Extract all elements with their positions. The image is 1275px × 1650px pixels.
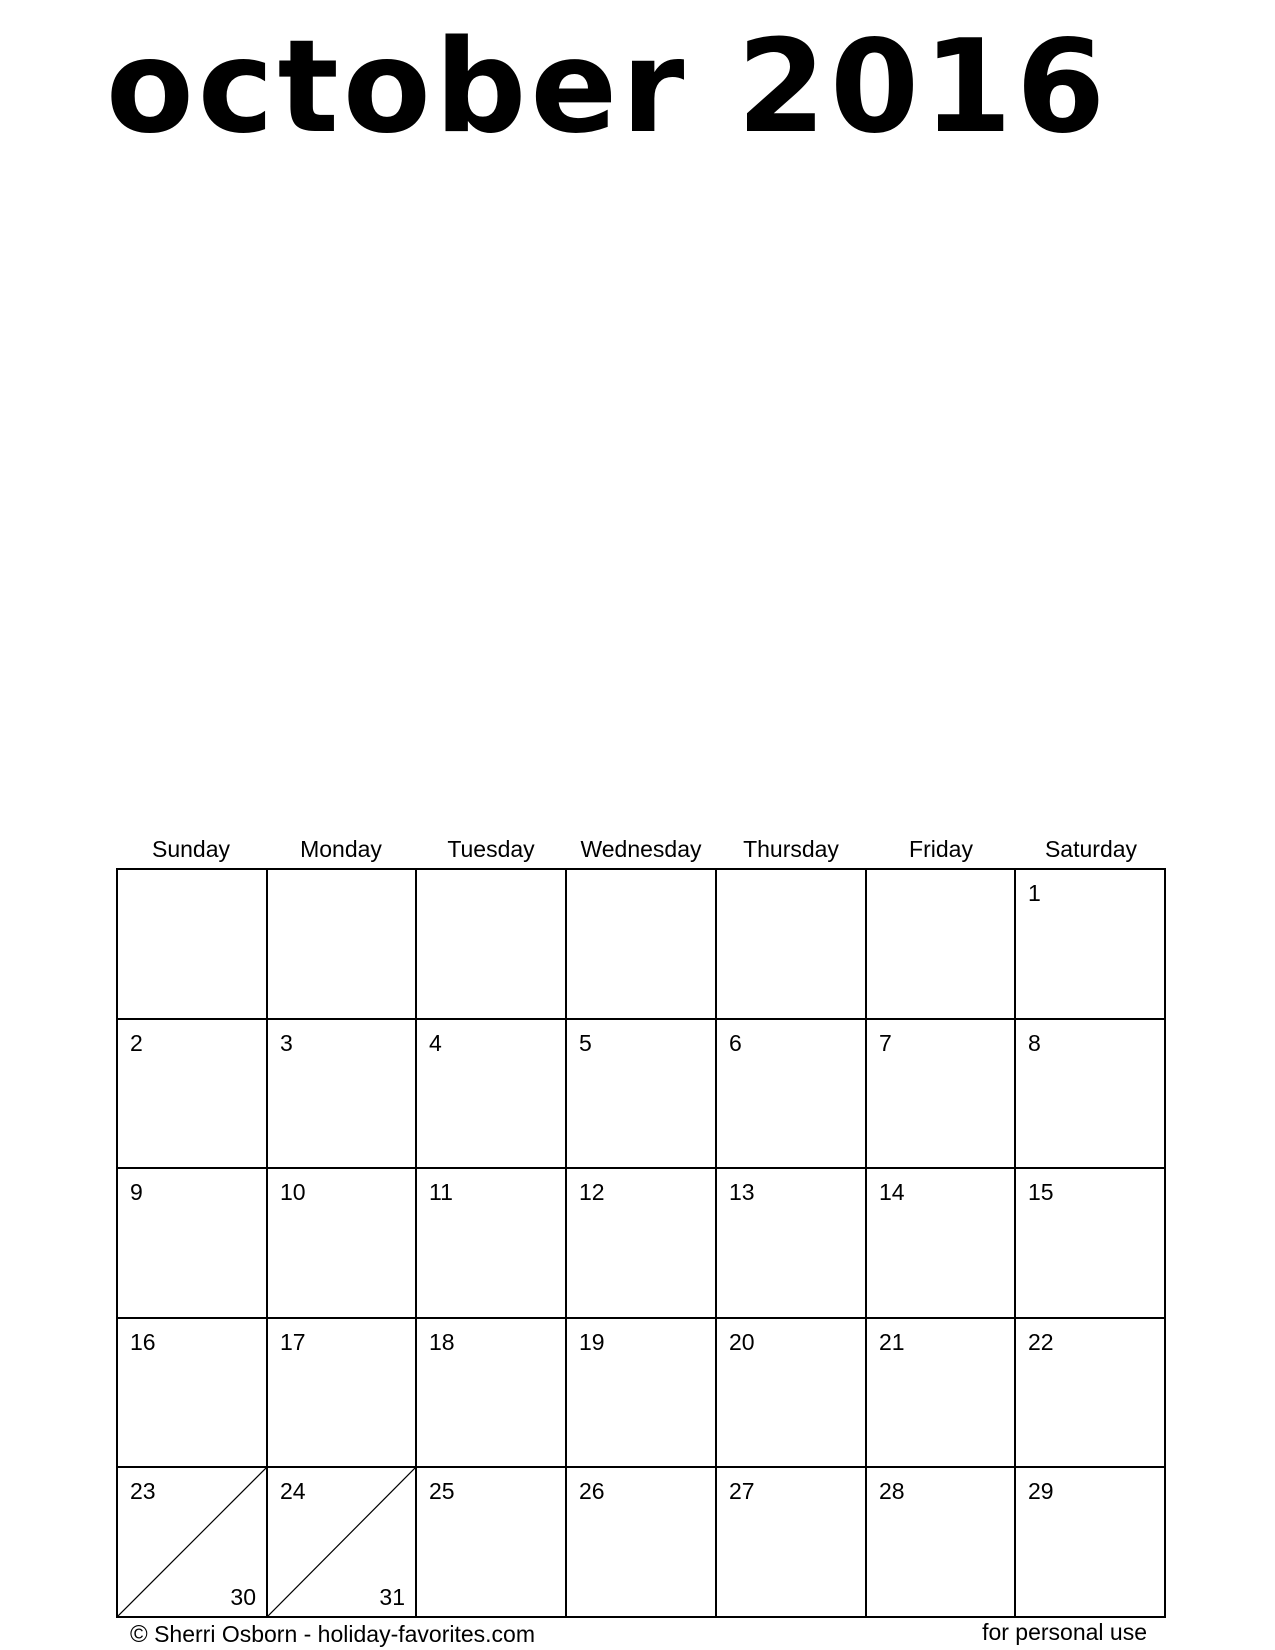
day-cell	[567, 1319, 717, 1468]
day-cell	[1016, 1319, 1166, 1468]
day-cell	[717, 1169, 867, 1319]
day-cell	[118, 1468, 268, 1618]
weekday-label: Sunday	[151, 836, 230, 862]
weekday-label: Thursday	[743, 836, 839, 862]
day-number: 7	[879, 1030, 892, 1056]
day-cell	[118, 1319, 268, 1468]
day-cell	[268, 1020, 417, 1169]
day-number: 1	[1028, 880, 1041, 906]
day-cell	[417, 1468, 567, 1618]
weekday-label: Wednesday	[580, 836, 702, 862]
calendar-grid	[116, 868, 1166, 1618]
day-number: 5	[579, 1030, 592, 1056]
day-cell	[867, 1468, 1016, 1618]
day-number: 24	[280, 1478, 306, 1504]
day-cell	[417, 1319, 567, 1468]
day-cell	[567, 1169, 717, 1319]
day-cell	[717, 870, 867, 1020]
day-number: 28	[879, 1478, 905, 1504]
day-number: 25	[429, 1478, 455, 1504]
day-cell	[118, 1020, 268, 1169]
day-number: 16	[130, 1329, 156, 1355]
day-cell	[867, 870, 1016, 1020]
weekday-label: Saturday	[1044, 836, 1138, 862]
day-number: 17	[280, 1329, 306, 1355]
day-cell	[717, 1020, 867, 1169]
footer-usage: for personal use	[982, 1619, 1147, 1645]
day-number: 21	[879, 1329, 905, 1355]
day-cell	[1016, 1468, 1166, 1618]
day-cell	[867, 1319, 1016, 1468]
day-number: 15	[1028, 1179, 1054, 1205]
day-cell	[567, 870, 717, 1020]
copyright-icon: ©	[130, 1621, 148, 1648]
day-number: 14	[879, 1179, 905, 1205]
weekday-label: Tuesday	[447, 836, 535, 862]
day-number: 18	[429, 1329, 455, 1355]
weekday-label: Monday	[300, 836, 382, 862]
day-cell	[717, 1468, 867, 1618]
day-cell	[417, 1169, 567, 1319]
day-cell	[1016, 1020, 1166, 1169]
day-number: 2	[130, 1030, 143, 1056]
day-cell	[118, 1169, 268, 1319]
split-day-number: 31	[379, 1584, 405, 1610]
day-number: 3	[280, 1030, 293, 1056]
day-number: 11	[429, 1179, 453, 1205]
weekday-header-row	[116, 832, 1166, 866]
day-number: 9	[130, 1179, 143, 1205]
day-cell	[268, 870, 417, 1020]
footer-credit-text: Sherri Osborn - holiday-favorites.com	[154, 1621, 535, 1647]
day-number: 20	[729, 1329, 755, 1355]
day-cell	[717, 1319, 867, 1468]
day-cell	[1016, 870, 1166, 1020]
day-cell	[268, 1468, 417, 1618]
day-number: 22	[1028, 1329, 1054, 1355]
day-number: 10	[280, 1179, 306, 1205]
day-cell	[567, 1020, 717, 1169]
day-number: 19	[579, 1329, 605, 1355]
page-title: october 2016	[105, 13, 1110, 162]
day-number: 6	[729, 1030, 742, 1056]
footer-credit	[130, 1620, 535, 1649]
day-number: 26	[579, 1478, 605, 1504]
day-number: 29	[1028, 1478, 1054, 1504]
split-day-number: 30	[230, 1584, 256, 1610]
day-cell	[417, 870, 567, 1020]
day-number: 8	[1028, 1030, 1041, 1056]
day-cell	[417, 1020, 567, 1169]
day-number: 23	[130, 1478, 156, 1504]
day-number: 12	[579, 1179, 605, 1205]
day-cell	[118, 870, 268, 1020]
day-number: 13	[729, 1179, 755, 1205]
day-cell	[268, 1169, 417, 1319]
weekday-label: Friday	[909, 836, 973, 862]
day-number: 27	[729, 1478, 755, 1504]
day-number: 4	[429, 1030, 442, 1056]
day-cell	[1016, 1169, 1166, 1319]
day-cell	[867, 1020, 1016, 1169]
day-cell	[567, 1468, 717, 1618]
day-cell	[268, 1319, 417, 1468]
day-cell	[867, 1169, 1016, 1319]
